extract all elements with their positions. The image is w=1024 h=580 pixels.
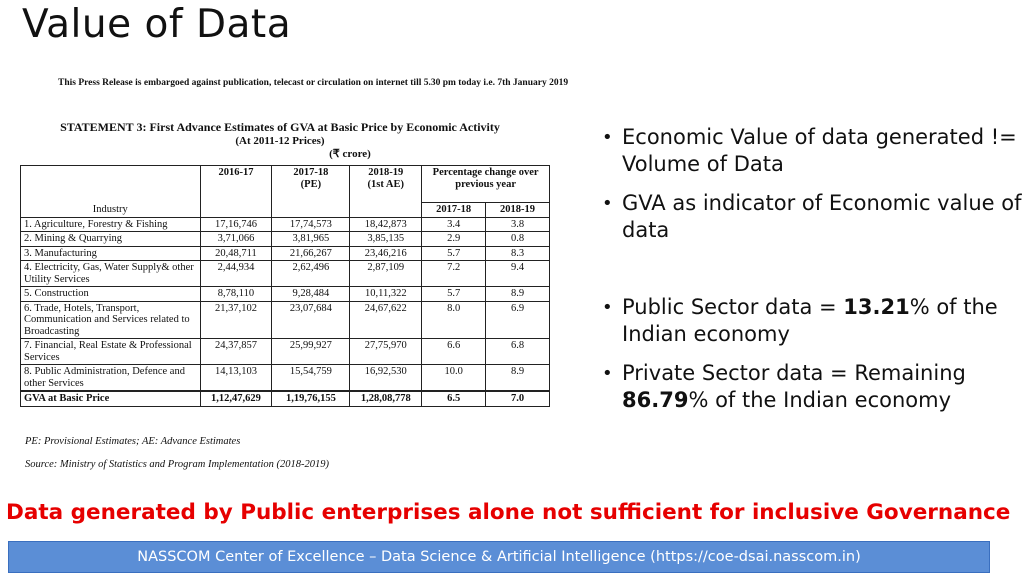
row-value: 23,07,684 — [272, 301, 350, 339]
public-sector-percent: 13.21 — [843, 295, 910, 319]
total-2017-18: 1,19,76,155 — [272, 391, 350, 406]
row-value: 9.4 — [486, 261, 550, 287]
row-value: 9,28,484 — [272, 287, 350, 302]
row-value: 3,81,965 — [272, 232, 350, 247]
row-value: 8.9 — [486, 365, 550, 392]
table-row — [21, 365, 550, 392]
bullet-public-sector — [600, 294, 1022, 348]
row-value: 8,78,110 — [200, 287, 272, 302]
row-value: 10,11,322 — [350, 287, 422, 302]
row-value: 23,46,216 — [350, 246, 422, 261]
table-row — [21, 261, 550, 287]
header-2017-18 — [272, 166, 350, 218]
row-value: 17,16,746 — [200, 217, 272, 232]
row-value: 8.3 — [486, 246, 550, 261]
header-2018-19-year: 2018-19 — [368, 167, 404, 178]
row-industry: 5. Construction — [21, 287, 201, 302]
header-2018-19-note: (1st AE) — [367, 178, 405, 190]
header-pct-2017-18: 2017-18 — [422, 203, 486, 218]
row-industry: 4. Electricity, Gas, Water Supply& other Utility Services — [21, 261, 201, 287]
total-pct-2018-19: 7.0 — [486, 391, 550, 406]
header-2017-18-note: (PE) — [300, 178, 322, 190]
row-value: 8.9 — [486, 287, 550, 302]
row-value: 3.4 — [422, 217, 486, 232]
row-value: 5.7 — [422, 287, 486, 302]
table-row — [21, 287, 550, 302]
row-industry: 8. Public Administration, Defence and other Services — [21, 365, 201, 392]
row-value: 17,74,573 — [272, 217, 350, 232]
public-sector-text-end: % of the Indian economy — [622, 295, 998, 346]
private-sector-text: Private Sector data = Remaining — [622, 361, 966, 385]
source-note: Source: Ministry of Statistics and Program Implementation (2018-2019) — [25, 459, 329, 470]
header-pct-change: Percentage change over previous year — [422, 166, 550, 203]
row-value: 2,62,496 — [272, 261, 350, 287]
row-value: 7.2 — [422, 261, 486, 287]
footer-bar: NASSCOM Center of Excellence – Data Science & Artificial Intelligence (https://coe-dsai.nasscom.in) — [8, 541, 990, 573]
row-industry: 2. Mining & Quarrying — [21, 232, 201, 247]
row-industry: 6. Trade, Hotels, Transport, Communication and Services related to Broadcasting — [21, 301, 201, 339]
row-value: 6.8 — [486, 339, 550, 365]
row-value: 5.7 — [422, 246, 486, 261]
row-value: 6.9 — [486, 301, 550, 339]
statement-subtitle: (At 2011-12 Prices) — [235, 135, 325, 147]
header-2018-19 — [350, 166, 422, 218]
table-total-row — [21, 391, 550, 406]
total-2018-19: 1,28,08,778 — [350, 391, 422, 406]
currency-unit: (₹ crore) — [329, 148, 371, 160]
row-value: 2,87,109 — [350, 261, 422, 287]
row-value: 21,37,102 — [200, 301, 272, 339]
row-value: 8.0 — [422, 301, 486, 339]
row-value: 27,75,970 — [350, 339, 422, 365]
row-industry: 7. Financial, Real Estate & Professional Services — [21, 339, 201, 365]
statement-title: STATEMENT 3: First Advance Estimates of GVA at Basic Price by Economic Activity — [60, 120, 500, 134]
table-row — [21, 217, 550, 232]
abbrev-note: PE: Provisional Estimates; AE: Advance Estimates — [25, 436, 241, 447]
table-row — [21, 301, 550, 339]
bullet-private-sector — [600, 360, 1022, 414]
table-header-row — [21, 166, 550, 203]
header-pct-2018-19: 2018-19 — [486, 203, 550, 218]
statement-heading — [20, 120, 540, 160]
row-value: 2.9 — [422, 232, 486, 247]
row-value: 2,44,934 — [200, 261, 272, 287]
row-value: 24,67,622 — [350, 301, 422, 339]
total-2016-17: 1,12,47,629 — [200, 391, 272, 406]
header-2017-18-year: 2017-18 — [293, 167, 329, 178]
row-value: 0.8 — [486, 232, 550, 247]
row-value: 10.0 — [422, 365, 486, 392]
header-industry: Industry — [21, 166, 201, 218]
table-row — [21, 232, 550, 247]
gva-table — [20, 165, 550, 407]
private-sector-percent: 86.79 — [622, 388, 689, 412]
total-pct-2017-18: 6.5 — [422, 391, 486, 406]
table-row — [21, 246, 550, 261]
row-value: 18,42,873 — [350, 217, 422, 232]
row-industry: 3. Manufacturing — [21, 246, 201, 261]
table-row — [21, 339, 550, 365]
row-value: 24,37,857 — [200, 339, 272, 365]
row-value: 20,48,711 — [200, 246, 272, 261]
row-value: 3,71,066 — [200, 232, 272, 247]
header-2016-17: 2016-17 — [200, 166, 272, 218]
row-value: 3,85,135 — [350, 232, 422, 247]
row-value: 3.8 — [486, 217, 550, 232]
embargo-notice: This Press Release is embargoed against publication, telecast or circulation on internet till 5.30 pm today i.e. 7th January 2019 — [58, 78, 569, 88]
row-value: 15,54,759 — [272, 365, 350, 392]
bullet-economic-value: • Economic Value of data generated != Volume of Data — [600, 124, 1022, 178]
row-value: 16,92,530 — [350, 365, 422, 392]
row-value: 21,66,267 — [272, 246, 350, 261]
total-label: GVA at Basic Price — [21, 391, 201, 406]
slide-title: Value of Data — [22, 2, 292, 47]
row-value: 6.6 — [422, 339, 486, 365]
key-message-banner: Data generated by Public enterprises alone not sufficient for inclusive Governance — [6, 500, 1011, 525]
row-value: 14,13,103 — [200, 365, 272, 392]
row-value: 25,99,927 — [272, 339, 350, 365]
row-industry: 1. Agriculture, Forestry & Fishing — [21, 217, 201, 232]
bullet-gva-indicator: • GVA as indicator of Economic value of data — [600, 190, 1022, 244]
private-sector-text-end: % of the Indian economy — [688, 388, 951, 412]
public-sector-text: Public Sector data = — [622, 295, 844, 319]
